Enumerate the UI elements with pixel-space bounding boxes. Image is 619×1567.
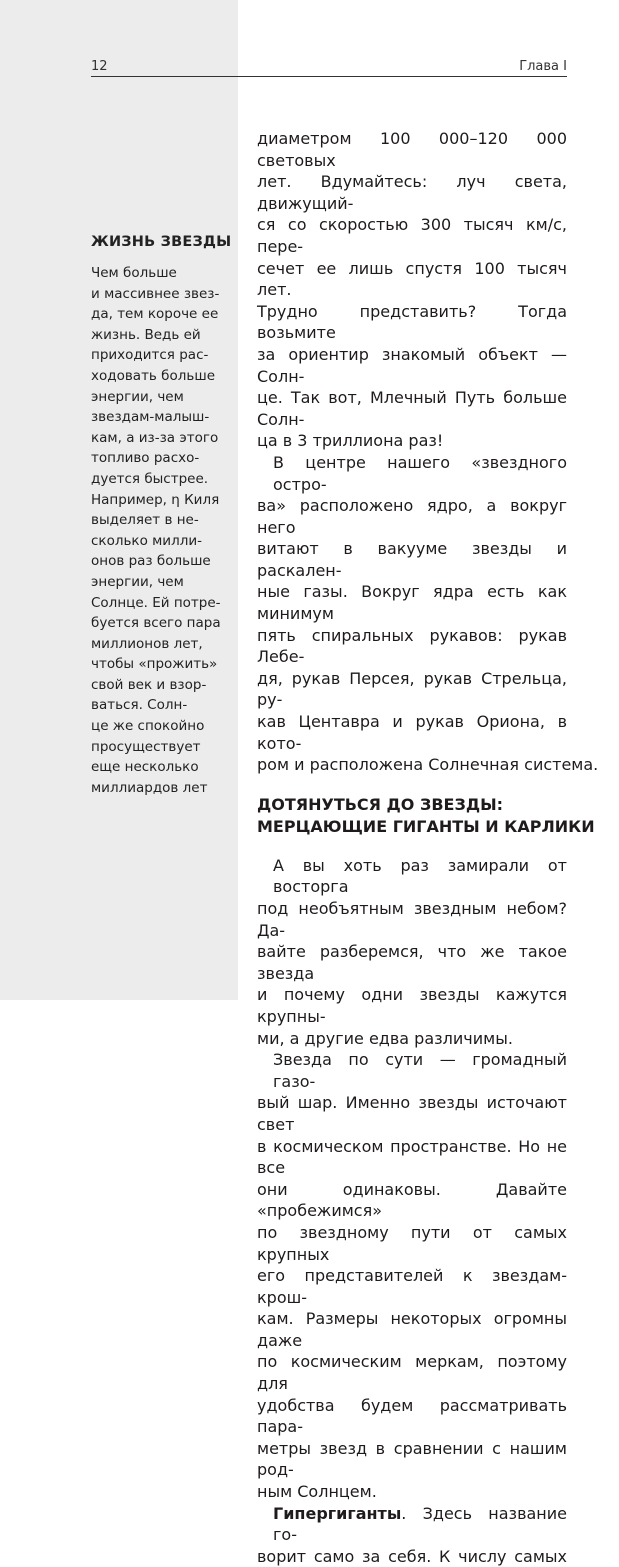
text-line: метры звезд в сравнении с нашим род- (257, 1438, 567, 1480)
text-line: А вы хоть раз замирали от восторга (273, 855, 567, 897)
sidebar-line: Чем больше (91, 265, 177, 281)
text-line: витают в вакууме звезды и раскален- (257, 539, 567, 580)
text-line: ные газы. Вокруг ядра есть как минимум (257, 582, 567, 624)
text-line: ром и расположена Солнечная система. (257, 755, 599, 775)
text-line: лет. Вдумайтесь: луч света, движущий- (257, 172, 567, 213)
text-line: кам. Размеры некоторых огромны даже (257, 1309, 567, 1350)
sidebar-line: ваться. Солн- (91, 697, 188, 714)
text-line: вый шар. Именно звезды источают свет (257, 1093, 567, 1134)
text-line: Трудно представить? Тогда возьмите (257, 301, 567, 343)
sidebar-line: просуществует (91, 738, 201, 755)
paragraph (257, 1503, 567, 1567)
text-line: в космическом пространстве. Но не все (257, 1136, 567, 1178)
heading-line: ДОТЯНУТЬСЯ ДО ЗВЕЗДЫ: (257, 794, 504, 814)
sidebar-line: кам, а из-за этого (91, 429, 219, 446)
text-line: кав Центавра и рукав Ориона, в кото- (257, 712, 567, 753)
section-heading (257, 794, 595, 838)
paragraph (257, 452, 599, 776)
text-line: вайте разберемся, что же такое звезда (257, 942, 567, 983)
term-bold: Гипергиганты (273, 1503, 402, 1523)
text-line: ца в 3 триллиона раз! (257, 431, 444, 451)
text-line: они одинаковы. Давайте «пробежимся» (257, 1179, 567, 1221)
page-number: 12 (91, 59, 108, 74)
text-line: удобства будем рассматривать пара- (257, 1395, 567, 1437)
sidebar-line: миллиардов лет (91, 779, 208, 796)
text-line: ным Солнцем. (257, 1482, 377, 1502)
text-line: по космическим меркам, поэтому для (257, 1352, 567, 1394)
paragraph (257, 1049, 567, 1502)
sidebar-line: и массивнее звез- (91, 285, 220, 302)
sidebar-line: це же спокойно (91, 718, 205, 735)
text-line: пять спиральных рукавов: рукав Лебе- (257, 625, 567, 667)
sidebar-line: приходится рас- (91, 347, 209, 364)
chapter-title: Глава I (519, 59, 567, 74)
text-line: за ориентир знакомый объект — Солн- (257, 344, 567, 386)
sidebar-line: Например, η Киля (91, 491, 220, 508)
sidebar-line: дуется быстрее. (91, 470, 209, 487)
text-line: его представителей к звездам-крош- (257, 1266, 567, 1307)
sidebar-line: буется всего пара (91, 615, 221, 632)
sidebar-line: еще несколько (91, 759, 199, 776)
sidebar-line: онов раз больше (91, 553, 211, 570)
sidebar-line: топливо расхо- (91, 450, 200, 467)
sidebar-line: энергии, чем (91, 388, 184, 405)
sidebar-line: свой век и взор- (91, 676, 207, 693)
paragraph (257, 855, 567, 1049)
text-line: це. Так вот, Млечный Путь больше Солн- (257, 388, 567, 429)
sidebar-line: энергии, чем (91, 573, 184, 590)
text-line: Звезда по сути — громадный газо- (273, 1050, 567, 1091)
header-divider (91, 76, 567, 77)
sidebar-line: да, тем короче ее (91, 306, 219, 323)
sidebar-line: жизнь. Ведь ей (91, 326, 201, 343)
sidebar-text (91, 263, 231, 798)
sidebar-line: миллионов лет, (91, 635, 203, 652)
paragraph (257, 128, 567, 452)
sidebar-line: выделяет в не- (91, 512, 199, 529)
text-line: по звездному пути от самых крупных (257, 1222, 567, 1264)
text-line: и почему одни звезды кажутся крупны- (257, 985, 567, 1026)
sidebar-line: сколько милли- (91, 532, 202, 549)
text-line: ва» расположено ядро, а вокруг него (257, 496, 567, 537)
text-line: ми, а другие едва различимы. (257, 1028, 513, 1048)
text-line: под необъятным звездным небом? Да- (257, 899, 567, 940)
sidebar-line: звездам-малыш- (91, 409, 210, 426)
text-line: Гипергиганты. Здесь название го- (273, 1503, 567, 1545)
text-line: В центре нашего «звездного остро- (273, 452, 567, 494)
sidebar-line: чтобы «прожить» (91, 656, 218, 673)
sidebar-line: ходовать больше (91, 367, 216, 384)
main-text (257, 128, 599, 1567)
sidebar-title: ЖИЗНЬ ЗВЕЗДЫ (91, 234, 232, 250)
heading-line: МЕРЦАЮЩИЕ ГИГАНТЫ И КАРЛИКИ (257, 816, 595, 836)
sidebar-line: Солнце. Ей потре- (91, 594, 221, 611)
text-line: сечет ее лишь спустя 100 тысяч лет. (257, 258, 567, 300)
text-line: ворит само за себя. К числу самых (257, 1546, 567, 1566)
text-line: дя, рукав Персея, рукав Стрельца, ру- (257, 668, 567, 710)
text-line: ся со скоростью 300 тысяч км/с, пере- (257, 215, 567, 256)
text-line: диаметром 100 000–120 000 световых (257, 129, 567, 170)
